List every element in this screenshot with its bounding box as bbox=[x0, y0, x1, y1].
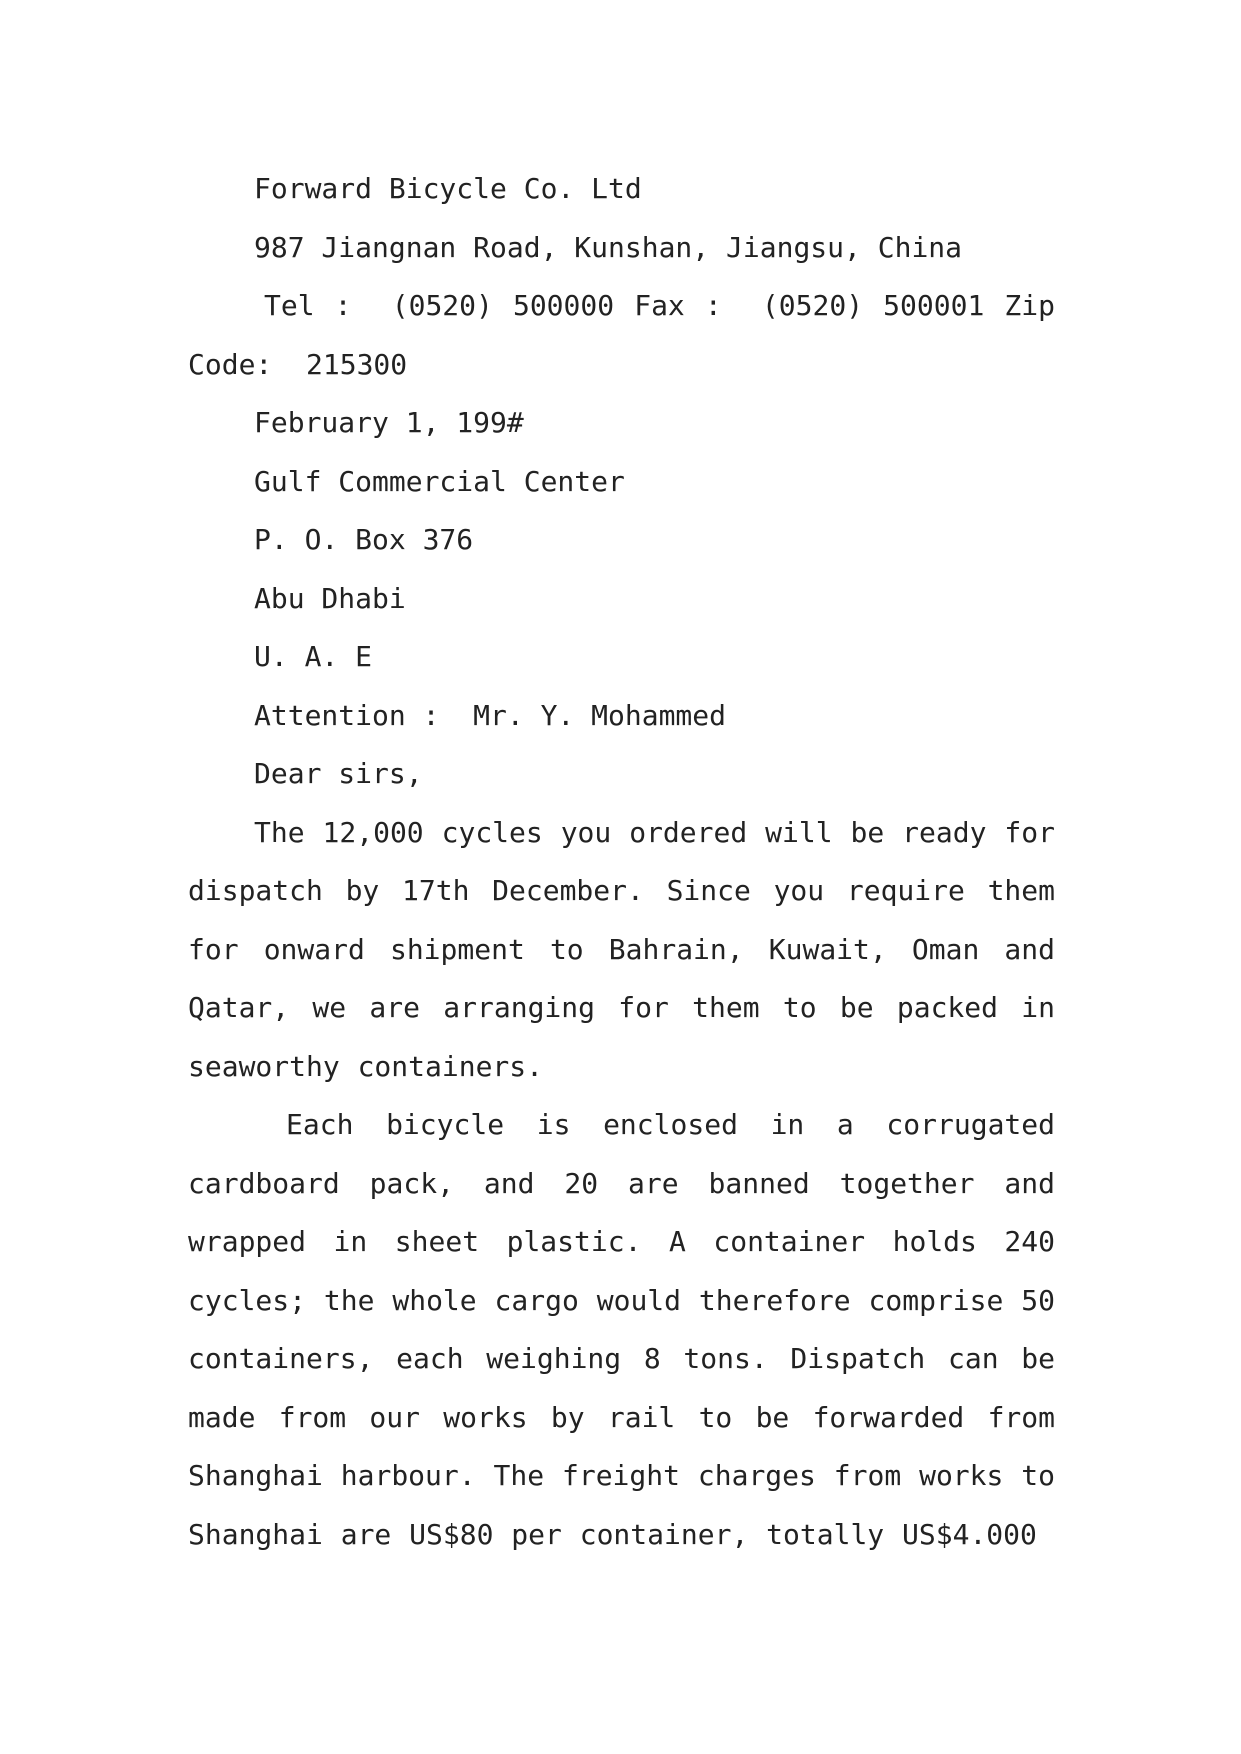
attention-line: Attention : Mr. Y. Mohammed bbox=[254, 698, 727, 732]
letter-body bbox=[188, 160, 1073, 1564]
sender-address: 987 Jiangnan Road, Kunshan, Jiangsu, China bbox=[254, 230, 963, 264]
paragraph-1-text: The 12,000 cycles you ordered will be ready for dispatch by 17th December. Since you require them for onward shipment to Bahrain, Kuwait, Oman and Qatar, we are arranging for them to be packed in seaworthy containers. bbox=[188, 815, 1073, 1083]
letter-date: February 1, 199# bbox=[254, 406, 524, 439]
recipient-country: U. A. E bbox=[254, 640, 373, 673]
contact-line bbox=[188, 277, 1072, 394]
paragraph-2 bbox=[188, 1096, 1073, 1564]
recipient-name: Gulf Commercial Center bbox=[254, 464, 625, 498]
salutation: Dear sirs, bbox=[254, 757, 423, 790]
contact-line-text: Tel : (0520) 500000 Fax : (0520) 500001 Zip Code: 215300 bbox=[188, 289, 1072, 381]
sender-company: Forward Bicycle Co. Ltd bbox=[254, 172, 642, 205]
recipient-city: Abu Dhabi bbox=[254, 581, 406, 615]
paragraph-2-text: Each bicycle is enclosed in a corrugated cardboard pack, and 20 are banned together and wrapped in sheet plastic. A container holds 240 cycles; the whole cargo would therefore comprise 50 containers, each weighing 8 tons. Dispatch can be made from our works by rail to be forwarded from Shanghai harbour. The freight charges from works to Shanghai are US$80 per container, totally US$4.000 bbox=[188, 1108, 1073, 1551]
paragraph-1 bbox=[188, 804, 1073, 1097]
recipient-po-box: P. O. Box 376 bbox=[254, 523, 474, 556]
